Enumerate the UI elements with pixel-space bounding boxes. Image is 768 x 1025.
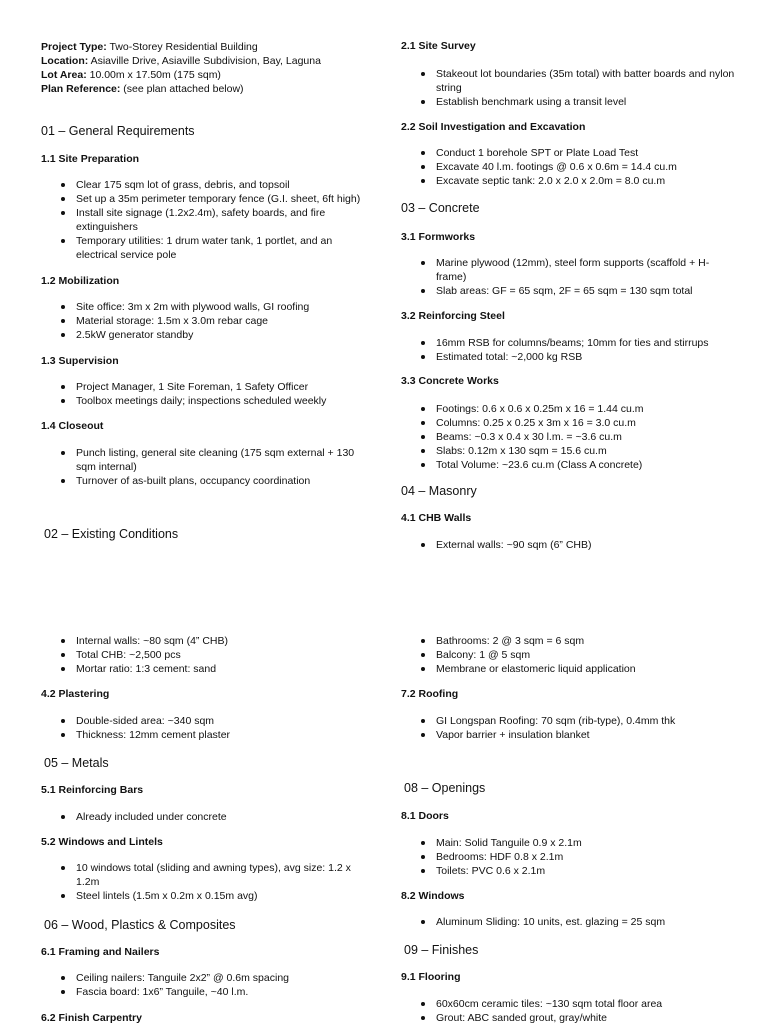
list-item: 10 windows total (sliding and awning types), avg size: 1.2 x 1.2m xyxy=(41,861,371,889)
flooring-list xyxy=(401,997,741,1025)
waterproofing-continued-list xyxy=(401,634,741,676)
list-item: 60x60cm ceramic tiles: ~130 sqm total floor area xyxy=(401,997,741,1011)
subheading-closeout: 1.4 Closeout xyxy=(41,420,104,432)
masonry-continued-list xyxy=(41,634,371,676)
location-line: Location: Asiaville Drive, Asiaville Subdivision, Bay, Laguna xyxy=(41,55,321,67)
list-item: Steel lintels (1.5m x 0.2m x 0.15m avg) xyxy=(41,889,371,903)
soil-investigation-list xyxy=(401,146,741,188)
windows-and-lintels-list xyxy=(41,861,371,903)
list-item: Total Volume: ~23.6 cu.m (Class A concrete) xyxy=(401,458,741,472)
list-item: Temporary utilities: 1 drum water tank, 1 portlet, and an electrical service pole xyxy=(41,234,371,262)
list-item: Bedrooms: HDF 0.8 x 2.1m xyxy=(401,850,741,864)
list-item: 2.5kW generator standby xyxy=(41,328,371,342)
subheading-windows: 8.2 Windows xyxy=(401,890,465,902)
subheading-site-preparation: 1.1 Site Preparation xyxy=(41,153,140,165)
section-heading-metals: 05 – Metals xyxy=(44,756,109,770)
subheading-concrete-works: 3.3 Concrete Works xyxy=(401,375,499,387)
list-item: Site office: 3m x 2m with plywood walls, GI roofing xyxy=(41,300,371,314)
subheading-framing-and-nailers: 6.1 Framing and Nailers xyxy=(41,946,160,958)
subheading-finish-carpentry: 6.2 Finish Carpentry xyxy=(41,1012,142,1024)
list-item: Material storage: 1.5m x 3.0m rebar cage xyxy=(41,314,371,328)
list-item: Main: Solid Tanguile 0.9 x 2.1m xyxy=(401,836,741,850)
list-item: Balcony: 1 @ 5 sqm xyxy=(401,648,741,662)
list-item: Marine plywood (12mm), steel form supports (scaffold + H-frame) xyxy=(401,256,721,284)
section-heading-masonry: 04 – Masonry xyxy=(401,484,477,498)
subheading-windows-and-lintels: 5.2 Windows and Lintels xyxy=(41,836,163,848)
list-item: Double-sided area: ~340 sqm xyxy=(41,714,371,728)
subheading-plastering: 4.2 Plastering xyxy=(41,688,110,700)
section-heading-openings: 08 – Openings xyxy=(404,781,486,795)
list-item: Total CHB: ~2,500 pcs xyxy=(41,648,371,662)
list-item: Slabs: 0.12m x 130 sqm = 15.6 cu.m xyxy=(401,444,741,458)
list-item: Columns: 0.25 x 0.25 x 3m x 16 = 3.0 cu.m xyxy=(401,416,741,430)
list-item: Excavate 40 l.m. footings @ 0.6 x 0.6m = 14.4 cu.m xyxy=(401,160,741,174)
formworks-list xyxy=(401,256,721,298)
section-heading-concrete: 03 – Concrete xyxy=(401,201,480,215)
doors-list xyxy=(401,836,741,878)
list-item: Stakeout lot boundaries (35m total) with batter boards and nylon string xyxy=(401,67,741,95)
subheading-site-survey: 2.1 Site Survey xyxy=(401,40,476,52)
subheading-reinforcing-bars: 5.1 Reinforcing Bars xyxy=(41,784,144,796)
section-heading-wood-plastics-composites: 06 – Wood, Plastics & Composites xyxy=(44,918,236,932)
list-item: Establish benchmark using a transit level xyxy=(401,95,741,109)
site-preparation-list xyxy=(41,178,371,262)
list-item: Membrane or elastomeric liquid application xyxy=(401,662,741,676)
list-item: Toilets: PVC 0.6 x 2.1m xyxy=(401,864,741,878)
list-item: Grout: ABC sanded grout, gray/white xyxy=(401,1011,741,1025)
subheading-supervision: 1.3 Supervision xyxy=(41,355,119,367)
site-survey-list xyxy=(401,67,741,109)
chb-walls-list xyxy=(401,538,741,552)
windows-list xyxy=(401,915,741,929)
subheading-chb-walls: 4.1 CHB Walls xyxy=(401,512,472,524)
reinforcing-bars-list xyxy=(41,810,371,824)
plan-reference-line: Plan Reference: (see plan attached below) xyxy=(41,83,244,95)
list-item: Estimated total: ~2,000 kg RSB xyxy=(401,350,741,364)
section-heading-existing-conditions: 02 – Existing Conditions xyxy=(44,527,179,541)
list-item: 16mm RSB for columns/beams; 10mm for ties and stirrups xyxy=(401,336,741,350)
list-item: Thickness: 12mm cement plaster xyxy=(41,728,371,742)
section-heading-general-requirements: 01 – General Requirements xyxy=(41,124,195,138)
list-item: Ceiling nailers: Tanguile 2x2” @ 0.6m spacing xyxy=(41,971,371,985)
list-item: Install site signage (1.2x2.4m), safety boards, and fire extinguishers xyxy=(41,206,371,234)
concrete-works-list xyxy=(401,402,741,472)
list-item: Set up a 35m perimeter temporary fence (G.I. sheet, 6ft high) xyxy=(41,192,371,206)
list-item: Project Manager, 1 Site Foreman, 1 Safety Officer xyxy=(41,380,371,394)
subheading-roofing: 7.2 Roofing xyxy=(401,688,459,700)
list-item: Mortar ratio: 1:3 cement: sand xyxy=(41,662,371,676)
list-item: Aluminum Sliding: 10 units, est. glazing = 25 sqm xyxy=(401,915,741,929)
list-item: Excavate septic tank: 2.0 x 2.0 x 2.0m = 8.0 cu.m xyxy=(401,174,741,188)
list-item: Vapor barrier + insulation blanket xyxy=(401,728,741,742)
mobilization-list xyxy=(41,300,371,342)
subheading-doors: 8.1 Doors xyxy=(401,810,449,822)
list-item: Bathrooms: 2 @ 3 sqm = 6 sqm xyxy=(401,634,741,648)
supervision-list xyxy=(41,380,371,408)
project-type-line: Project Type: Two-Storey Residential Building xyxy=(41,41,258,53)
list-item: Punch listing, general site cleaning (175 sqm external + 130 sqm internal) xyxy=(41,446,371,474)
list-item: Already included under concrete xyxy=(41,810,371,824)
section-heading-finishes: 09 – Finishes xyxy=(404,943,479,957)
list-item: Slab areas: GF = 65 sqm, 2F = 65 sqm = 130 sqm total xyxy=(401,284,721,298)
list-item: Toolbox meetings daily; inspections scheduled weekly xyxy=(41,394,371,408)
closeout-list xyxy=(41,446,371,488)
subheading-soil-investigation: 2.2 Soil Investigation and Excavation xyxy=(401,121,586,133)
lot-area-line: Lot Area: 10.00m x 17.50m (175 sqm) xyxy=(41,69,221,81)
reinforcing-steel-list xyxy=(401,336,741,364)
subheading-flooring: 9.1 Flooring xyxy=(401,971,461,983)
list-item: Turnover of as-built plans, occupancy coordination xyxy=(41,474,371,488)
list-item: Footings: 0.6 x 0.6 x 0.25m x 16 = 1.44 cu.m xyxy=(401,402,741,416)
list-item: Clear 175 sqm lot of grass, debris, and topsoil xyxy=(41,178,371,192)
list-item: External walls: ~90 sqm (6” CHB) xyxy=(401,538,741,552)
plastering-list xyxy=(41,714,371,742)
subheading-mobilization: 1.2 Mobilization xyxy=(41,275,120,287)
framing-and-nailers-list xyxy=(41,971,371,999)
list-item: Internal walls: ~80 sqm (4” CHB) xyxy=(41,634,371,648)
roofing-list xyxy=(401,714,741,742)
list-item: Conduct 1 borehole SPT or Plate Load Test xyxy=(401,146,741,160)
subheading-formworks: 3.1 Formworks xyxy=(401,231,476,243)
list-item: Fascia board: 1x6” Tanguile, ~40 l.m. xyxy=(41,985,371,999)
list-item: Beams: ~0.3 x 0.4 x 30 l.m. = ~3.6 cu.m xyxy=(401,430,741,444)
list-item: GI Longspan Roofing: 70 sqm (rib-type), 0.4mm thk xyxy=(401,714,741,728)
subheading-reinforcing-steel: 3.2 Reinforcing Steel xyxy=(401,310,505,322)
